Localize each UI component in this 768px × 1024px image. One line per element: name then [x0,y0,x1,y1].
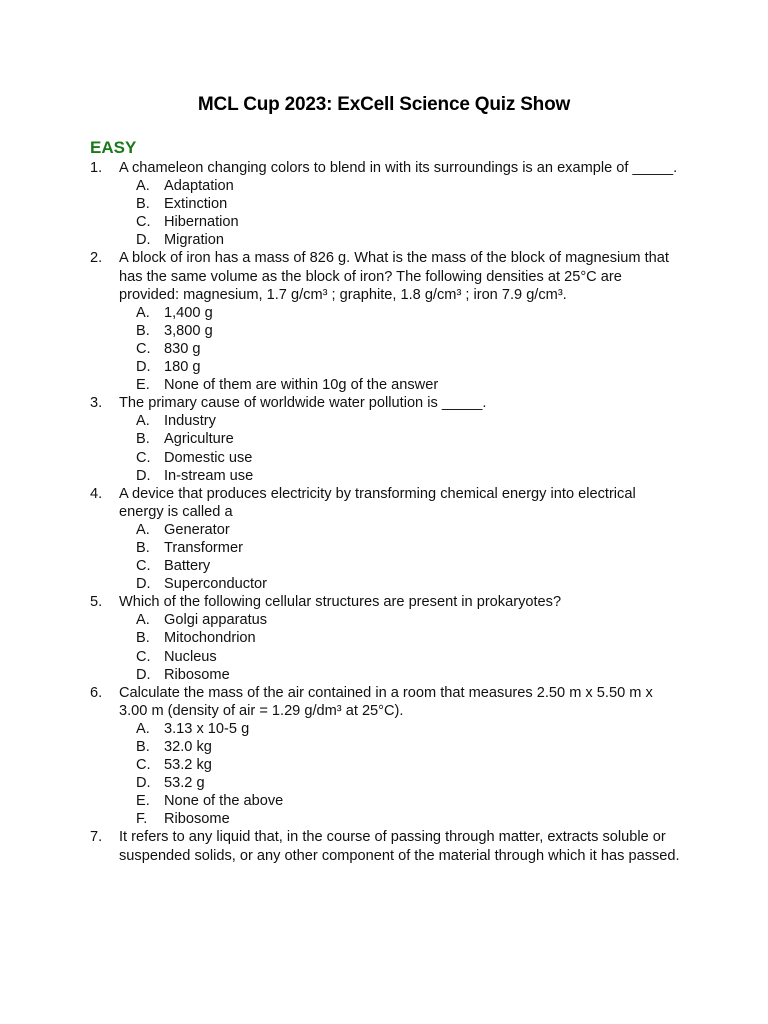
option-letter: A. [136,521,150,538]
question-text: A device that produces electricity by transforming chemical energy into electrical energy is called a [119,485,636,520]
answer-option [0,666,768,684]
question-text: The primary cause of worldwide water pollution is _____. [119,395,487,412]
option-letter: D. [136,467,151,484]
option-text: Ribosome [164,811,230,828]
option-text: 53.2 kg [164,757,212,774]
option-text: None of them are within 10g of the answer [164,377,439,394]
question-item [0,159,768,249]
option-text: Golgi apparatus [164,612,268,629]
answer-option [0,358,768,376]
option-text: 3.13 x 10-5 g [164,720,250,737]
answer-option [0,231,768,249]
option-text: 180 g [164,359,201,376]
option-letter: B. [136,539,150,556]
option-text: 32.0 kg [164,739,212,755]
option-letter: C. [136,449,151,466]
answer-option [0,177,768,195]
answer-option [0,304,768,322]
option-text: Nucleus [164,648,217,665]
option-text: Transformer [164,539,243,556]
answer-option [0,629,768,647]
answer-options [0,521,768,593]
question-text: A block of iron has a mass of 826 g. What is the mass of the block of magnesium that has the same volume as the block of iron? The following densities at 25°C are provided: magnesium, 1.7 g/cm³ ; graphite, 1.8 g/cm³ ; iron 7.9 g/cm³. [119,250,669,303]
answer-option [0,648,768,666]
question-list [0,159,768,865]
answer-option [0,611,768,629]
option-letter: B. [136,196,150,213]
option-letter: B. [136,739,150,755]
option-letter: F. [136,811,148,828]
question-number: 7. [90,829,103,846]
option-text: None of the above [164,793,284,810]
answer-option [0,738,768,756]
answer-option [0,810,768,828]
option-text: 1,400 g [164,304,213,321]
question-number: 4. [90,485,103,502]
option-text: Domestic use [164,449,253,466]
option-letter: C. [136,214,151,231]
option-text: 53.2 g [164,775,205,792]
option-letter: E. [136,377,150,394]
option-text: Agriculture [164,431,234,448]
answer-option [0,449,768,467]
option-letter: A. [136,304,150,321]
question-item [0,593,768,683]
answer-option [0,539,768,557]
option-letter: C. [136,757,151,774]
option-text: Mitochondrion [164,630,256,647]
answer-option [0,575,768,593]
answer-option [0,213,768,231]
option-letter: A. [136,178,150,195]
answer-options [0,304,768,394]
option-letter: A. [136,413,150,430]
question-item [0,394,768,484]
question-text: A chameleon changing colors to blend in with its surroundings is an example of _____. [119,160,678,176]
answer-option [0,340,768,358]
option-letter: B. [136,431,150,448]
option-letter: C. [136,558,151,575]
option-text: 3,800 g [164,322,213,339]
option-text: 830 g [164,340,201,357]
answer-option [0,557,768,575]
option-text: Adaptation [164,178,234,195]
option-letter: D. [136,775,151,792]
answer-options [0,720,768,829]
question-item [0,249,768,394]
answer-options [0,412,768,484]
option-letter: D. [136,232,151,249]
option-text: Extinction [164,196,228,213]
answer-option [0,521,768,539]
answer-option [0,322,768,340]
option-text: Hibernation [164,214,239,231]
option-letter: B. [136,630,150,647]
answer-options [0,177,768,249]
option-text: Superconductor [164,576,268,593]
option-letter: C. [136,648,151,665]
question-number: 3. [90,395,103,412]
answer-option [0,412,768,430]
option-text: Battery [164,558,211,575]
answer-option [0,376,768,394]
option-letter: E. [136,793,150,810]
answer-option [0,430,768,448]
option-letter: D. [136,666,151,683]
option-letter: A. [136,612,150,629]
answer-options [0,611,768,683]
option-text: Migration [164,232,225,249]
section-heading-easy: EASY [90,138,137,157]
answer-option [0,792,768,810]
answer-option [0,720,768,738]
question-number: 5. [90,594,103,611]
option-letter: D. [136,359,151,376]
option-letter: D. [136,576,151,593]
option-letter: C. [136,340,151,357]
option-letter: B. [136,322,150,339]
answer-option [0,195,768,213]
option-letter: A. [136,720,150,737]
option-text: Industry [164,413,216,430]
question-text: Which of the following cellular structures are present in prokaryotes? [119,594,562,611]
question-item [0,485,768,594]
question-text: It refers to any liquid that, in the course of passing through matter, extracts soluble or suspended solids, or any other component of the material through which it has passed. [119,829,680,864]
question-item [0,684,768,829]
option-text: Generator [164,521,230,538]
question-number: 2. [90,250,103,267]
question-item [0,828,768,864]
question-number: 6. [90,684,103,701]
answer-option [0,774,768,792]
option-text: Ribosome [164,666,230,683]
answer-option [0,756,768,774]
page-title: MCL Cup 2023: ExCell Science Quiz Show [197,94,571,115]
answer-option [0,467,768,485]
question-number: 1. [90,160,103,176]
question-text: Calculate the mass of the air contained in a room that measures 2.50 m x 5.50 m x 3.00 m (density of air = 1.29 g/dm³ at 25°C). [119,684,653,719]
option-text: In-stream use [164,467,254,484]
